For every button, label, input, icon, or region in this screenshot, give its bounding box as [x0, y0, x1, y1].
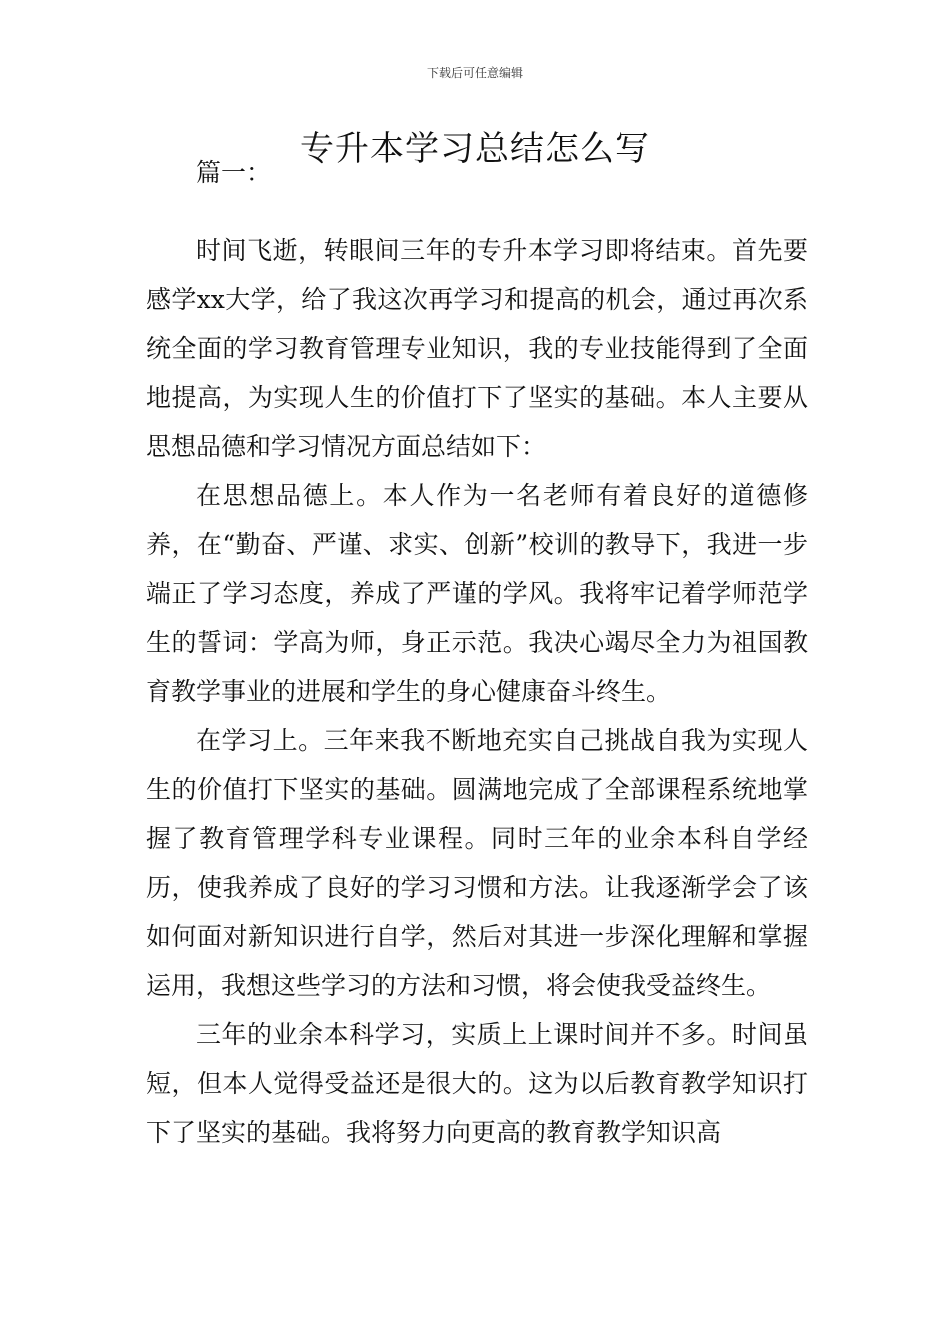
paragraph: 在学习上。三年来我不断地充实自己挑战自我为实现人生的价值打下坚实的基础。圆满地完成了全部课程系统地掌握了教育管理学科专业课程。同时三年的业余本科自学经历，使我养成了良好的学习习惯和方法。让我逐渐学会了该如何面对新知识进行自学，然后对其进一步深化理解和掌握运用，我想这些学习的方法和习惯，将会使我受益终生。 — [146, 726, 808, 1000]
paragraph: 时间飞逝，转眼间三年的专升本学习即将结束。首先要感学xx大学，给了我这次再学习和提高的机会，通过再次系统全面的学习教育管理专业知识，我的专业技能得到了全面地提高，为实现人生的价值打下了坚实的基础。本人主要从思想品德和学习情况方面总结如下： — [146, 236, 808, 461]
paragraph: 三年的业余本科学习，实质上上课时间并不多。时间虽短，但本人觉得受益还是很大的。这为以后教育教学知识打下了坚实的基础。我将努力向更高的教育教学知识高 — [146, 1020, 808, 1147]
section-label: 篇一： — [196, 158, 272, 187]
paragraph: 在思想品德上。本人作为一名老师有着良好的道德修养，在“勤奋、严谨、求实、创新”校训的教导下，我进一步端正了学习态度，养成了严谨的学风。我将牢记着学师范学生的誓词：学高为师，身正示范。我决心竭尽全力为祖国教育教学事业的进展和学生的身心健康奋斗终生。 — [146, 481, 808, 706]
document-body — [146, 226, 808, 1157]
document-title: 专升本学习总结怎么写 — [300, 129, 650, 169]
header-note: 下载后可任意编辑 — [426, 66, 523, 80]
